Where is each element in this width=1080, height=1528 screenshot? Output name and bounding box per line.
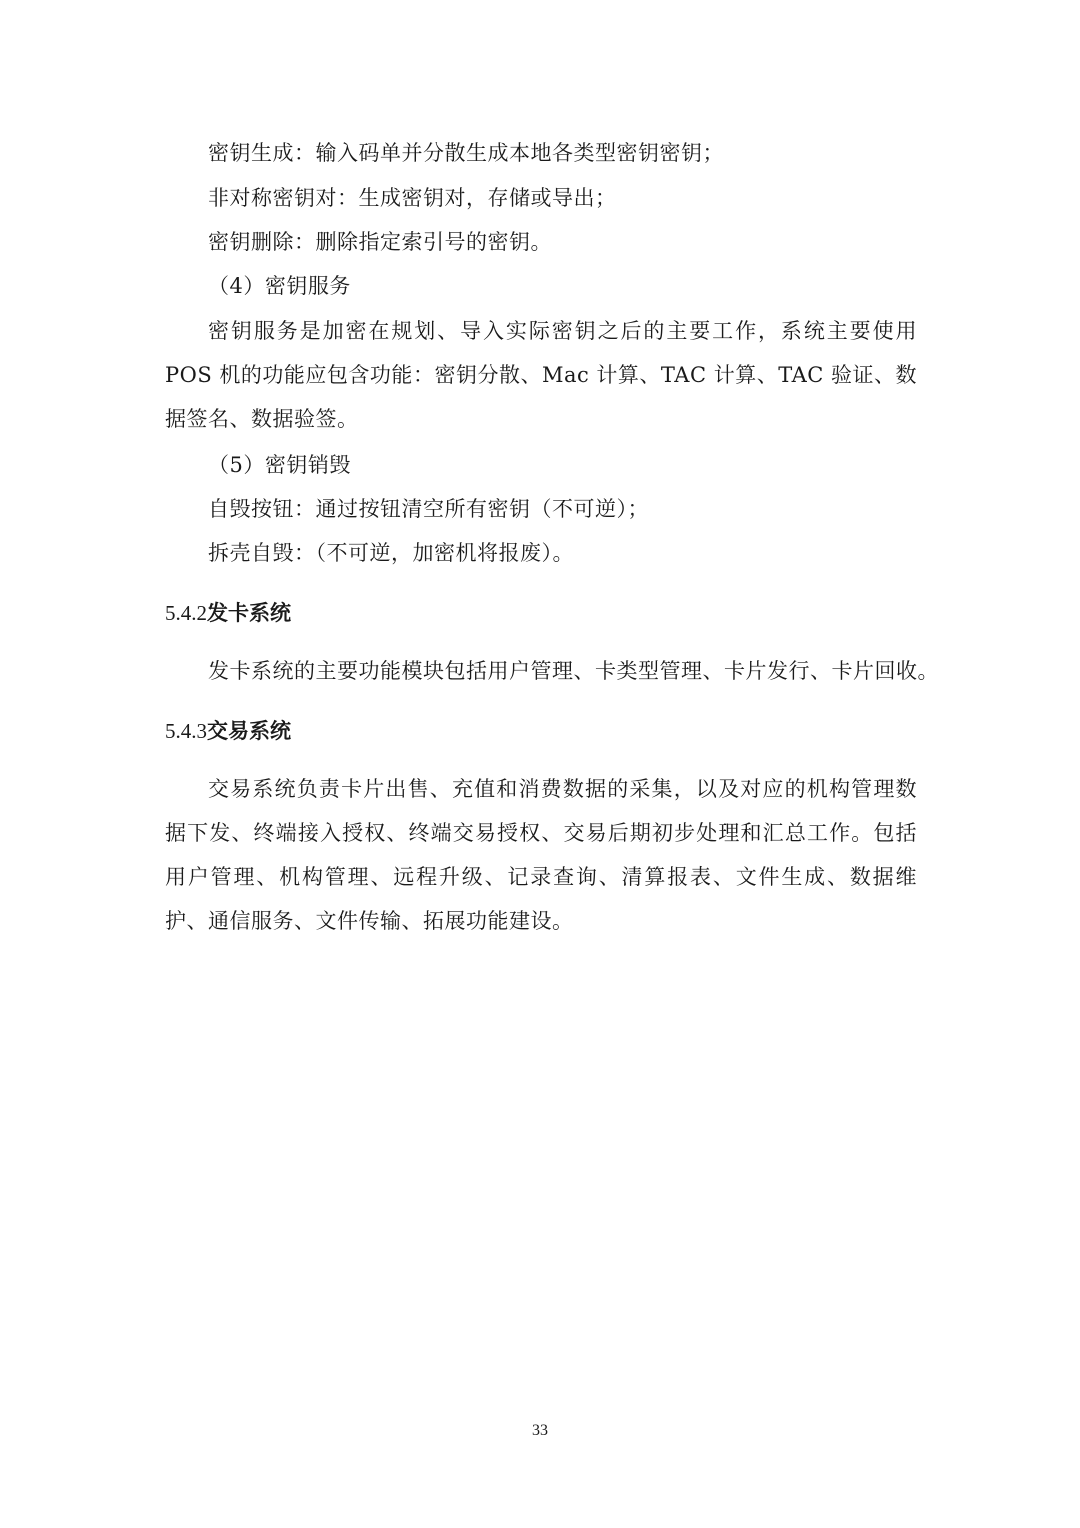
section-542-heading [165, 598, 291, 628]
key-delete-paragraph: 密钥删除：删除指定索引号的密钥。 [208, 230, 552, 254]
key-destroy-heading: （5）密钥销毁 [208, 453, 351, 477]
section-542-number: 5.4.2 [165, 601, 207, 625]
key-service-heading: （4）密钥服务 [208, 274, 351, 298]
section-543-heading [165, 716, 291, 746]
asymmetric-keypair-paragraph: 非对称密钥对：生成密钥对，存储或导出； [208, 186, 617, 210]
self-destroy-button-paragraph: 自毁按钮：通过按钮清空所有密钥（不可逆）； [208, 497, 649, 521]
key-service-paragraph: 密钥服务是加密在规划、导入实际密钥之后的主要工作，系统主要使用 POS 机的功能应包含功能：密钥分散、Mac 计算、TAC 计算、TAC 验证、数据签名、数据验签。 [165, 319, 917, 431]
section-543-title: 交易系统 [207, 719, 291, 743]
keygen-paragraph: 密钥生成：输入码单并分散生成本地各类型密钥密钥； [208, 141, 724, 165]
case-open-destroy-paragraph: 拆壳自毁：（不可逆，加密机将报废）。 [208, 541, 574, 565]
section-543-paragraph: 交易系统负责卡片出售、充值和消费数据的采集，以及对应的机构管理数据下发、终端接入授权、终端交易授权、交易后期初步处理和汇总工作。包括用户管理、机构管理、远程升级、记录查询、清算报表、文件生成、数据维护、通信服务、文件传输、拓展功能建设。 [165, 777, 917, 933]
section-542-title: 发卡系统 [207, 601, 291, 625]
page-number: 33 [532, 1422, 548, 1439]
section-543-number: 5.4.3 [165, 719, 207, 743]
section-542-paragraph: 发卡系统的主要功能模块包括用户管理、卡类型管理、卡片发行、卡片回收。 [208, 659, 939, 683]
